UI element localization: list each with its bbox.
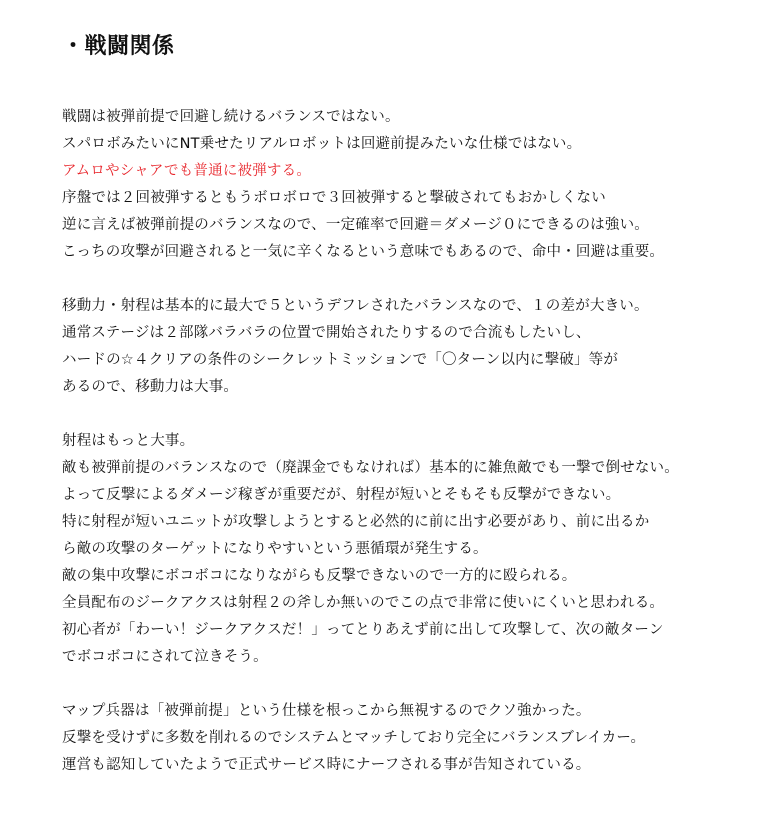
paragraph-spacer	[62, 266, 772, 293]
paragraph-3	[62, 428, 772, 671]
text-line: 序盤では２回被弾するともうボロボロで３回被弾すると撃破されてもおかしくない	[62, 190, 606, 206]
paragraph-spacer	[62, 671, 772, 698]
text-line: 射程はもっと大事。	[62, 433, 195, 449]
text-line: 全員配布のジークアクスは射程２の斧しか無いのでこの点で非常に使いにくいと思われる。	[62, 595, 665, 611]
text-line: 移動力・射程は基本的に最大で５というデフレされたバランスなので、１の差が大きい。	[62, 298, 649, 314]
text-line: アムロやシャアでも普通に被弾する。	[62, 163, 312, 179]
text-line: でボコボコにされて泣きそう。	[62, 649, 268, 665]
paragraph-spacer	[62, 401, 772, 428]
section-heading: ・戦闘関係	[62, 34, 175, 59]
paragraph-2	[62, 293, 772, 401]
paragraph-4	[62, 698, 772, 779]
text-line: 初心者が「わーい！ジークアクスだ！」ってとりあえず前に出して攻撃して、次の敵ターン	[62, 622, 664, 638]
document-body	[62, 104, 772, 779]
text-line: 敵の集中攻撃にボコボコになりながらも反撃できないので一方的に殴られる。	[62, 568, 577, 584]
text-line: ら敵の攻撃のターゲットになりやすいという悪循環が発生する。	[62, 541, 488, 557]
text-line: よって反撃によるダメージ稼ぎが重要だが、射程が短いとそもそも反撃ができない。	[62, 487, 621, 503]
paragraph-1	[62, 104, 772, 266]
text-line: マップ兵器は「被弾前提」という仕様を根っこから無視するのでクソ強かった。	[62, 703, 591, 719]
text-line: 運営も認知していたようで正式サービス時にナーフされる事が告知されている。	[62, 757, 591, 773]
text-line: 戦闘は被弾前提で回避し続けるバランスではない。	[62, 109, 400, 125]
text-line: スパロボみたいにNT乗せたリアルロボットは回避前提みたいな仕様ではない。	[62, 136, 582, 152]
text-line: ハードの☆４クリアの条件のシークレットミッションで「〇ターン以内に撃破」等が	[62, 352, 619, 368]
text-line: 特に射程が短いユニットが攻撃しようとすると必然的に前に出す必要があり、前に出るか	[62, 514, 650, 530]
text-line: こっちの攻撃が回避されると一気に辛くなるという意味でもあるので、命中・回避は重要。	[62, 244, 665, 260]
text-line: 通常ステージは２部隊バラバラの位置で開始されたりするので合流もしたいし、	[62, 325, 591, 341]
text-line: 逆に言えば被弾前提のバランスなので、一定確率で回避＝ダメージ０にできるのは強い。	[62, 217, 649, 233]
text-line: あるので、移動力は大事。	[62, 379, 239, 395]
text-line: 敵も被弾前提のバランスなので（廃課金でもなければ）基本的に雑魚敵でも一撃で倒せない。	[62, 460, 679, 476]
text-line: 反撃を受けずに多数を削れるのでシステムとマッチしており完全にバランスブレイカー。	[62, 730, 646, 746]
